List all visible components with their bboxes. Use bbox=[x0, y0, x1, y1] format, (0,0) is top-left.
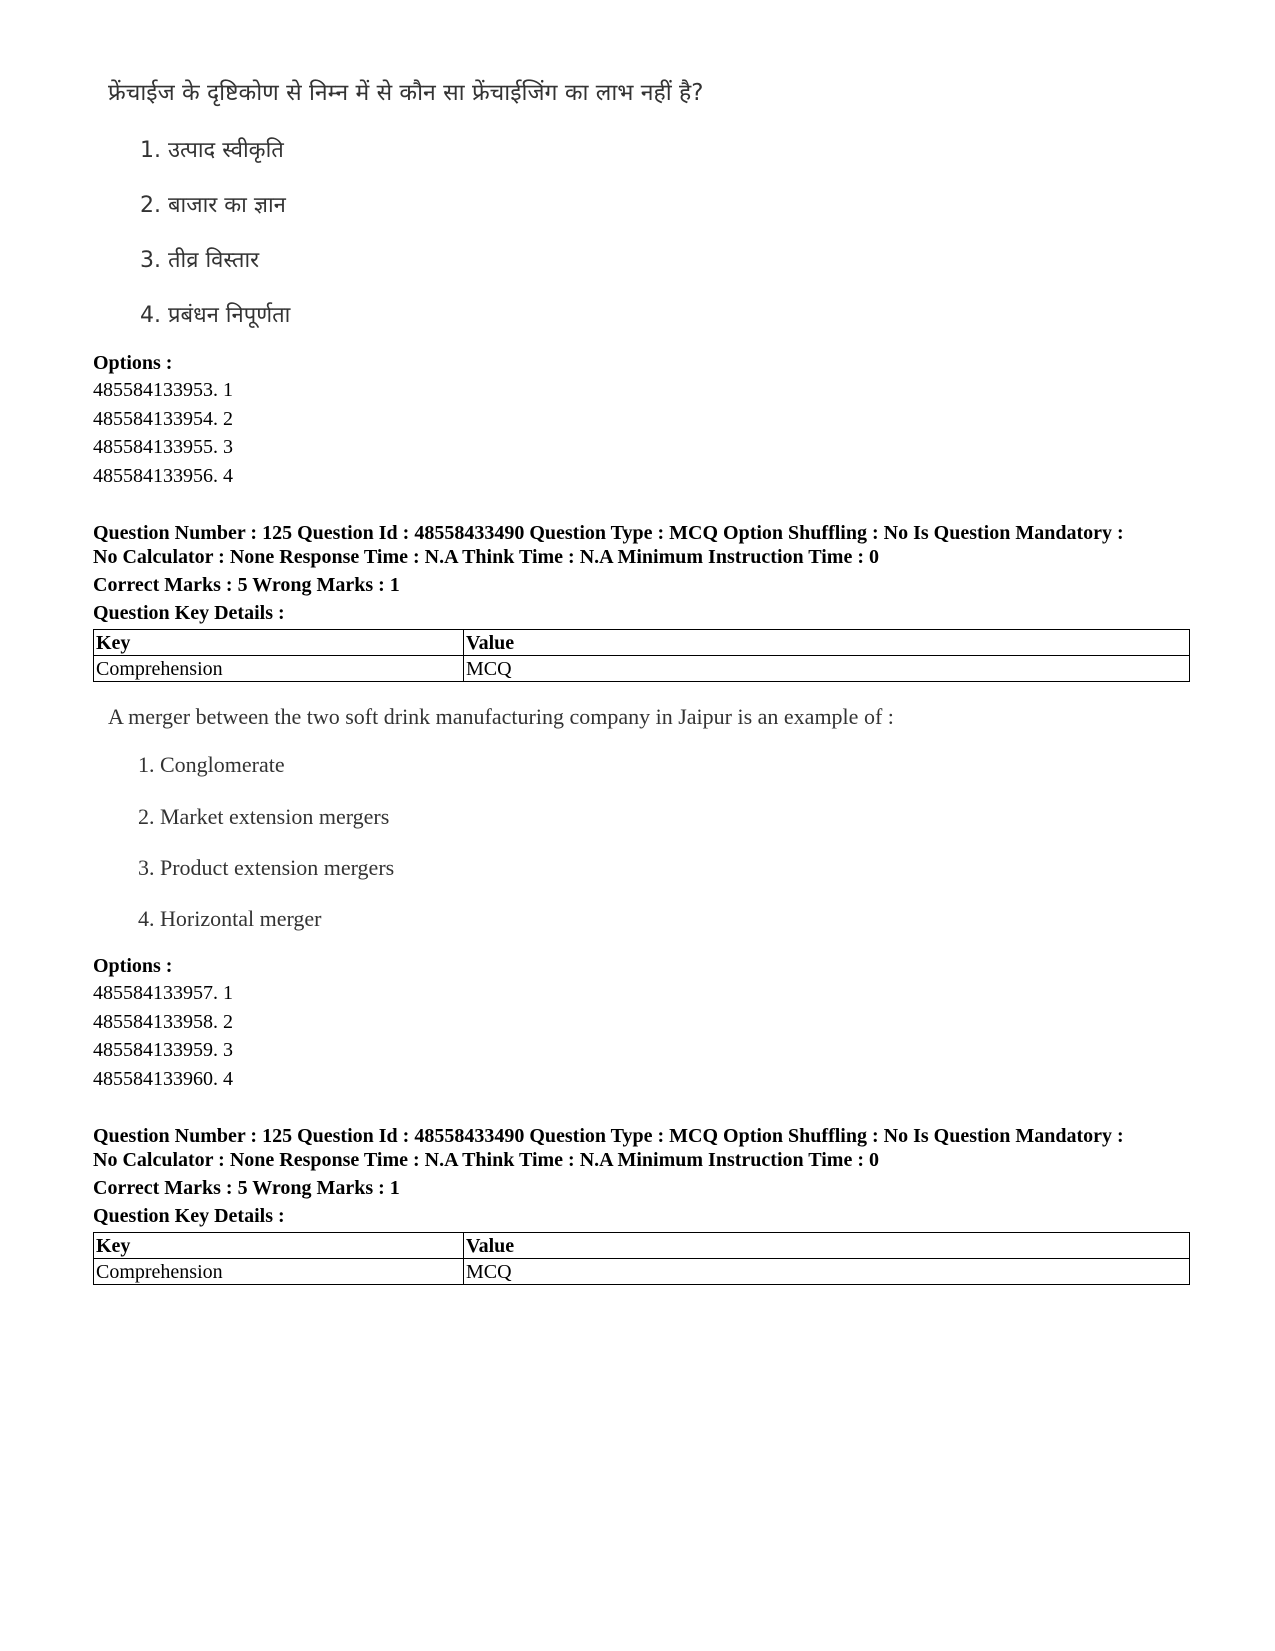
marks-line: Correct Marks : 5 Wrong Marks : 1 bbox=[93, 1177, 400, 1199]
question-choice: 3. Product extension mergers bbox=[138, 855, 395, 880]
options-block bbox=[93, 953, 1193, 1093]
option-line: 485584133955. 3 bbox=[93, 436, 233, 458]
table-header-cell: Key bbox=[94, 630, 464, 656]
key-details-label: Question Key Details : bbox=[93, 602, 285, 624]
question-choice: 4. प्रबंधन निपूर्णता bbox=[140, 303, 291, 328]
question-choice: 1. उत्पाद स्वीकृति bbox=[140, 138, 284, 163]
metadata-line: Question Number : 125 Question Id : 48558433490 Question Type : MCQ Option Shuffling : No Is Question Mandatory : bbox=[93, 522, 1124, 544]
option-line: 485584133959. 3 bbox=[93, 1039, 233, 1061]
key-details-table bbox=[93, 1232, 1190, 1285]
option-line: 485584133956. 4 bbox=[93, 464, 233, 487]
metadata-line: No Calculator : None Response Time : N.A Think Time : N.A Minimum Instruction Time : 0 bbox=[93, 1149, 879, 1171]
table-cell: Comprehension bbox=[94, 656, 464, 682]
key-details-table bbox=[93, 629, 1190, 682]
question-image-english bbox=[108, 702, 1108, 942]
marks-line: Correct Marks : 5 Wrong Marks : 1 bbox=[93, 574, 400, 596]
question-choice: 4. Horizontal merger bbox=[138, 906, 322, 931]
question-choice: 3. तीव्र विस्तार bbox=[140, 248, 260, 273]
option-line: 485584133954. 2 bbox=[93, 407, 233, 430]
table-cell: MCQ bbox=[464, 1259, 1190, 1285]
table-header-cell: Value bbox=[464, 630, 1190, 656]
question-choice: 1. Conglomerate bbox=[138, 752, 285, 777]
question-metadata bbox=[93, 1124, 1193, 1228]
table-header-row bbox=[94, 1233, 1190, 1259]
question-choice: 2. बाजार का ज्ञान bbox=[140, 193, 286, 218]
options-label: Options : bbox=[93, 352, 173, 374]
table-cell: MCQ bbox=[464, 656, 1190, 682]
option-line: 485584133957. 1 bbox=[93, 982, 233, 1004]
table-row bbox=[94, 656, 1190, 682]
question-choice: 2. Market extension mergers bbox=[138, 804, 390, 829]
metadata-line: No Calculator : None Response Time : N.A Think Time : N.A Minimum Instruction Time : 0 bbox=[93, 546, 879, 568]
question-stem: फ्रेंचाईज के दृष्टिकोण से निम्न में से कौन सा फ्रेंचाईजिंग का लाभ नहीं है? bbox=[108, 80, 704, 106]
question-stem: A merger between the two soft drink manufacturing company in Jaipur is an example of : bbox=[108, 704, 894, 729]
options-label: Options : bbox=[93, 955, 173, 977]
option-line: 485584133958. 2 bbox=[93, 1010, 233, 1033]
table-cell: Comprehension bbox=[94, 1259, 464, 1285]
option-line: 485584133953. 1 bbox=[93, 379, 233, 401]
table-header-cell: Value bbox=[464, 1233, 1190, 1259]
table-header-cell: Key bbox=[94, 1233, 464, 1259]
key-details-label: Question Key Details : bbox=[93, 1205, 285, 1227]
metadata-line: Question Number : 125 Question Id : 48558433490 Question Type : MCQ Option Shuffling : No Is Question Mandatory : bbox=[93, 1125, 1124, 1147]
question-metadata bbox=[93, 521, 1193, 625]
question-image-hindi bbox=[108, 78, 1108, 348]
table-row bbox=[94, 1259, 1190, 1285]
option-line: 485584133960. 4 bbox=[93, 1067, 233, 1090]
options-block bbox=[93, 350, 1193, 490]
table-header-row bbox=[94, 630, 1190, 656]
